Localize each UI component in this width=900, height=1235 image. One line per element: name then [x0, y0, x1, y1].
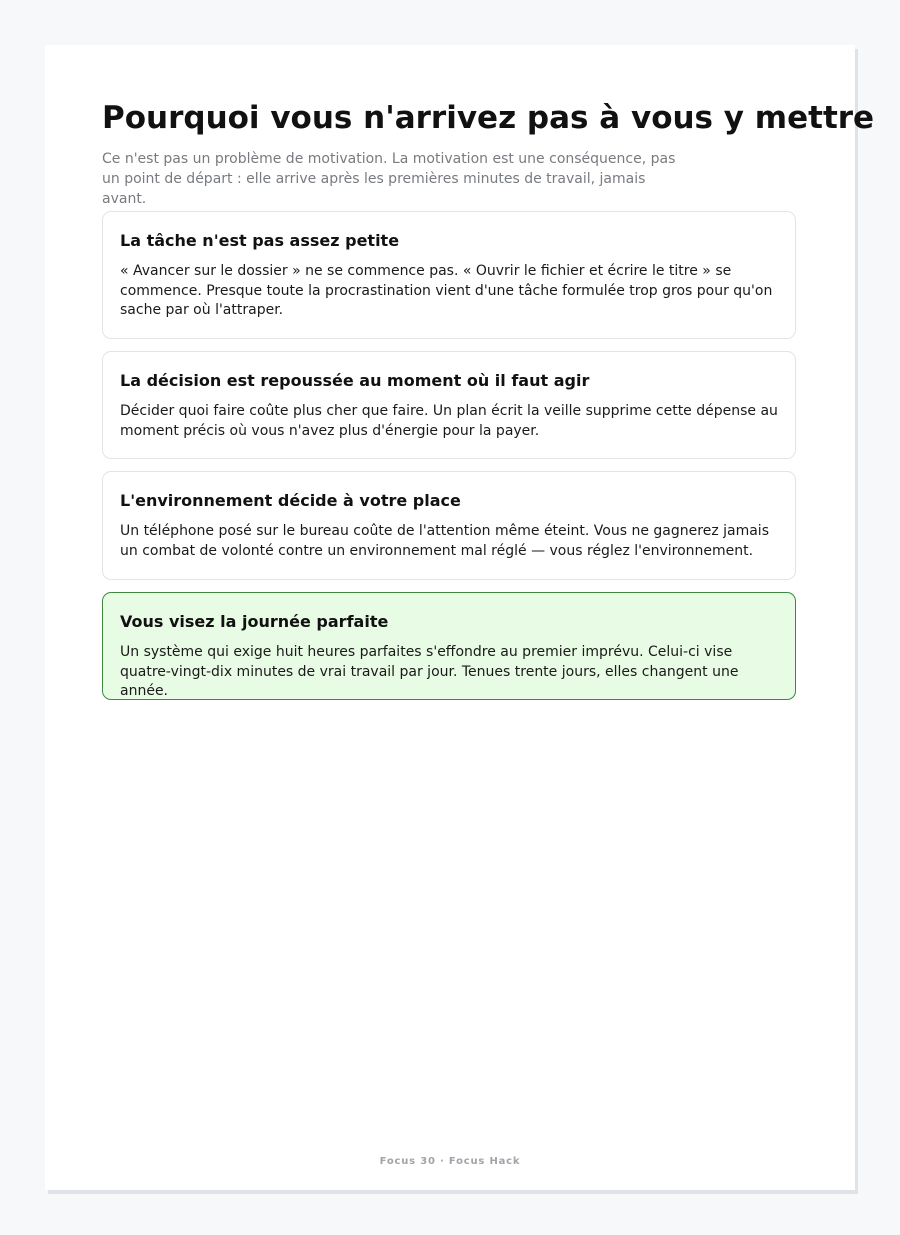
card-body: Un téléphone posé sur le bureau coûte de l'attention même éteint. Vous ne gagnerez jamais un combat de volonté contre un environnement mal réglé — vous réglez l'environnement. — [120, 523, 769, 559]
reason-card-environment — [102, 471, 796, 580]
card-title: La tâche n'est pas assez petite — [120, 231, 400, 250]
card-body: Un système qui exige huit heures parfaites s'effondre au premier imprévu. Celui-ci vise quatre-vingt-dix minutes de vrai travail par jour. Tenues trente jours, elles changent une année. — [120, 644, 739, 700]
card-title: L'environnement décide à votre place — [120, 491, 461, 510]
card-body: Décider quoi faire coûte plus cher que faire. Un plan écrit la veille supprime cette dépense au moment précis où vous n'avez plus d'énergie pour la payer. — [120, 403, 778, 439]
card-title: La décision est repoussée au moment où il faut agir — [120, 371, 590, 390]
reason-card-perfect-day-highlighted — [102, 592, 796, 700]
card-body: « Avancer sur le dossier » ne se commence pas. « Ouvrir le fichier et écrire le titre » se commence. Presque toute la procrastination vient d'une tâche formulée trop gros pour qu'on sache par où l'attraper. — [120, 263, 773, 319]
document-page — [45, 45, 875, 1190]
page-footer: Focus 30 · Focus Hack — [379, 1156, 521, 1167]
reason-card-task-size — [102, 211, 796, 339]
page-subtitle: Ce n'est pas un problème de motivation. La motivation est une conséquence, pas un point de départ : elle arrive après les premières minutes de travail, jamais avant. — [102, 151, 676, 207]
reason-card-decision — [102, 351, 796, 459]
card-title: Vous visez la journée parfaite — [120, 612, 389, 631]
page-title: Pourquoi vous n'arrivez pas à vous y mettre — [102, 100, 875, 136]
